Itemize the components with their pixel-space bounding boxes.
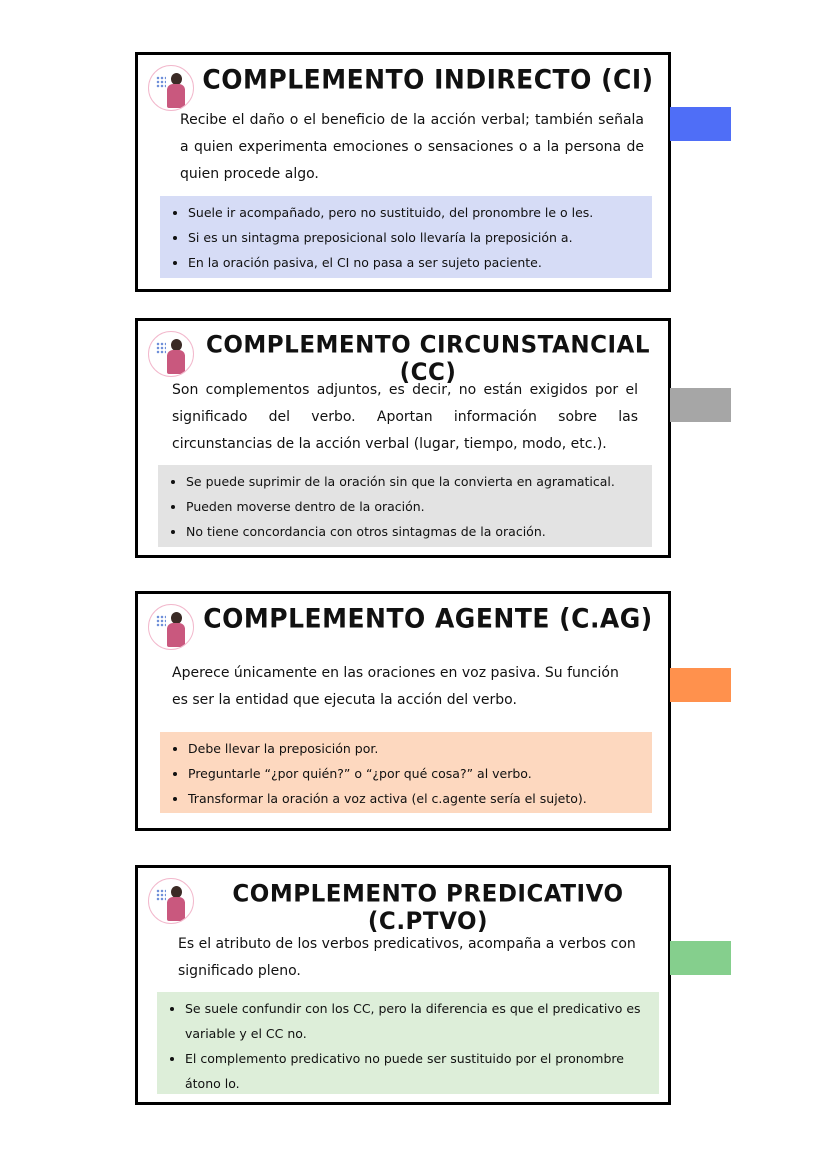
bullet-item: • No tiene concordancia con otros sintagmas de la oración. <box>186 519 652 544</box>
bullet-item: • Debe llevar la preposición por. <box>188 736 652 761</box>
card-description: Son complementos adjuntos, es decir, no están exigidos por el significado del verbo. Aportan información sobre las circunstancias de la acción verbal (lugar, tiempo, modo, etc.). <box>172 382 638 452</box>
card-title: COMPLEMENTO CIRCUNSTANCIAL (CC) <box>205 331 650 387</box>
bullet-item: • Si es un sintagma preposicional solo llevaría la preposición a. <box>188 225 652 250</box>
side-tab-blue <box>670 107 731 141</box>
bullet-box <box>160 732 652 813</box>
side-tab-gray <box>670 388 731 422</box>
card-description: Es el atributo de los verbos predicativos, acompaña a verbos con significado pleno. <box>178 936 636 979</box>
bullet-item: • Se suele confundir con los CC, pero la diferencia es que el predicativo es variable y el CC no. <box>185 996 659 1046</box>
card-complemento-agente <box>135 591 671 831</box>
card-title: COMPLEMENTO INDIRECTO (CI) <box>202 64 654 95</box>
bullet-box <box>160 196 652 278</box>
card-description: Aperece únicamente en las oraciones en voz pasiva. Su función es ser la entidad que ejecuta la acción del verbo. <box>172 665 619 708</box>
bullet-item: • Se puede suprimir de la oración sin que la convierta en agramatical. <box>186 469 652 494</box>
card-title: COMPLEMENTO PREDICATIVO (C.PTVO) <box>232 880 624 936</box>
card-complemento-indirecto <box>135 52 671 292</box>
card-title: COMPLEMENTO AGENTE (C.AG) <box>203 603 653 634</box>
bullet-item: • Preguntarle “¿por quién?” o “¿por qué cosa?” al verbo. <box>188 761 652 786</box>
bullet-item: • El complemento predicativo no puede ser sustituido por el pronombre átono lo. <box>185 1046 659 1096</box>
side-tab-green <box>670 941 731 975</box>
bullet-item: • Suele ir acompañado, pero no sustituido, del pronombre le o les. <box>188 200 652 225</box>
card-complemento-circunstancial <box>135 318 671 558</box>
bullet-item: • En la oración pasiva, el CI no pasa a ser sujeto paciente. <box>188 250 652 275</box>
bullet-item: • Pueden moverse dentro de la oración. <box>186 494 652 519</box>
bullet-box <box>158 465 652 547</box>
card-description: Recibe el daño o el beneficio de la acción verbal; también señala a quien experimenta emociones o sensaciones o a la persona de quien procede algo. <box>180 112 644 182</box>
bullet-item: • Transformar la oración a voz activa (el c.agente sería el sujeto). <box>188 786 652 811</box>
card-complemento-predicativo <box>135 865 671 1105</box>
bullet-box <box>157 992 659 1094</box>
side-tab-orange <box>670 668 731 702</box>
